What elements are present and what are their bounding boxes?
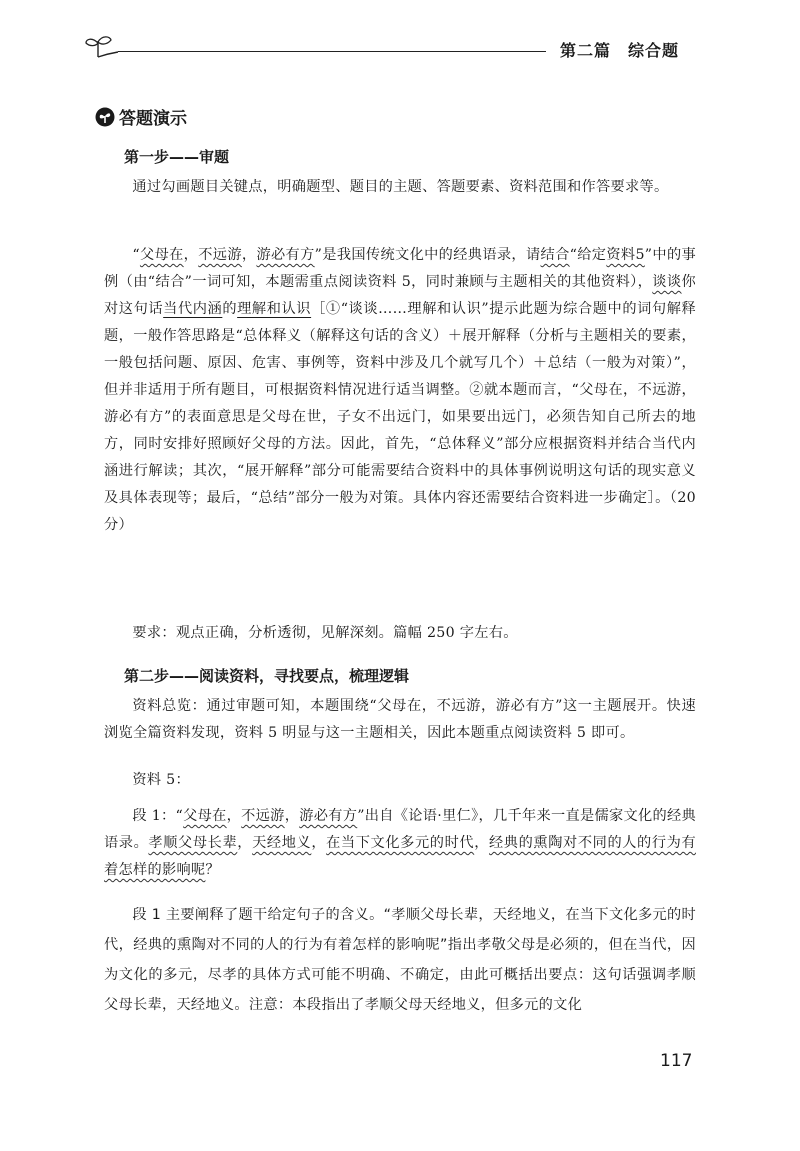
keyword: 不远游 xyxy=(198,247,242,263)
keyword: 资料5 xyxy=(606,247,645,263)
keyword: 不远游 xyxy=(241,808,285,824)
step2-overview: 资料总览：通过审题可知，本题围绕“父母在，不远游，游必有方”这一主题展开。快速浏览全篇资料发现，资料 5 明显与这一主题相关，因此本题重点阅读资料 5 即可。 xyxy=(104,698,696,741)
keyword: 天经地义 xyxy=(252,835,312,851)
keyword: 在当下文化多元的时代 xyxy=(326,835,475,851)
keyword: 结合 xyxy=(540,247,570,263)
material-5-para-1: 段 1：“父母在，不远游，游必有方”出自《论语·里仁》，几千年来一直是儒家文化的经典语录。孝顺父母长辈，天经地义，在当下文化多元的时代，经典的熏陶对不同的人的行为有着怎样的影响呢？ xyxy=(104,808,697,878)
keyword: 游必有方 xyxy=(256,247,315,263)
material-label: 资料 5： xyxy=(132,772,190,788)
para-1-analysis: 段 1 主要阐释了题干给定句子的含义。“孝顺父母长辈，天经地义，在当下文化多元的时代，经典的熏陶对不同的人的行为有着怎样的影响呢”指出孝敬父母是必须的，但在当代，因为文化的多元，尽孝的具体方式可能不明确、不确定，由此可概括出要点：这句话强调孝顺父母长辈，天经地义。注意：本段指出了孝顺父母天经地义，但多元的文化 xyxy=(104,907,696,1013)
step2-heading: 第二步——阅读资料，寻找要点，梳理逻辑 xyxy=(124,667,410,685)
keyword: 经典的熏陶对不同的人的行为有着怎样的影响呢 xyxy=(104,835,696,878)
page-number: 117 xyxy=(660,1051,693,1071)
step1-heading: 第一步——审题 xyxy=(124,148,230,166)
keyword: 孝顺父母长辈 xyxy=(148,835,238,851)
keyword: 当代内涵 xyxy=(163,301,223,317)
keyword: 理解和认识 xyxy=(237,301,312,317)
keyword: 谈谈 xyxy=(652,274,682,290)
keyword: 父母在 xyxy=(139,247,184,263)
sprout-icon xyxy=(84,33,120,59)
header-rule xyxy=(118,51,546,52)
header-title: 第二篇 综合题 xyxy=(560,41,680,60)
keyword: 父母在 xyxy=(183,808,227,824)
step1-requirement: 要求：观点正确，分析透彻，见解深刻。篇幅 250 字左右。 xyxy=(132,625,518,641)
answer-demo-icon xyxy=(95,107,115,127)
step1-intro: 通过勾画题目关键点，明确题型、题目的主题、答题要素、资料范围和作答要求等。 xyxy=(132,179,669,195)
step1-question: “父母在，不远游，游必有方”是我国传统文化中的经典语录，请结合“给定资料5”中的事例（由“结合”一词可知，本题需重点阅读资料 5，同时兼顾与主题相关的其他资料），谈谈你对这句话当代内涵的理解和认识［①“谈谈……理解和认识”提示此题为综合题中的词句解释题，一般作答思路是“总体释义（解释这句话的含义）＋展开解释（分析与主题相关的要素，一般包括问题、原因、危害、事例等，资料中涉及几个就写几个）＋总结（一般为对策）”，但并非适用于所有题目，可根据资料情况进行适当调整。②就本题而言，“父母在，不远游，游必有方”的表面意思是父母在世，子女不出远门，如果要出远门，必须告知自己所去的地方，同时安排好照顾好父母的方法。因此，首先，“总体释义”部分应根据资料并结合当代内涵进行解读；其次，“展开解释”部分可能需要结合资料中的具体事例说明这句话的现实意义及具体表现等；最后，“总结”部分一般为对策。具体内容还需要结合资料进一步确定］。（20 分） xyxy=(104,247,696,533)
keyword: 游必有方 xyxy=(299,808,358,824)
section-title: 答题演示 xyxy=(119,109,187,129)
section-heading xyxy=(95,104,187,129)
